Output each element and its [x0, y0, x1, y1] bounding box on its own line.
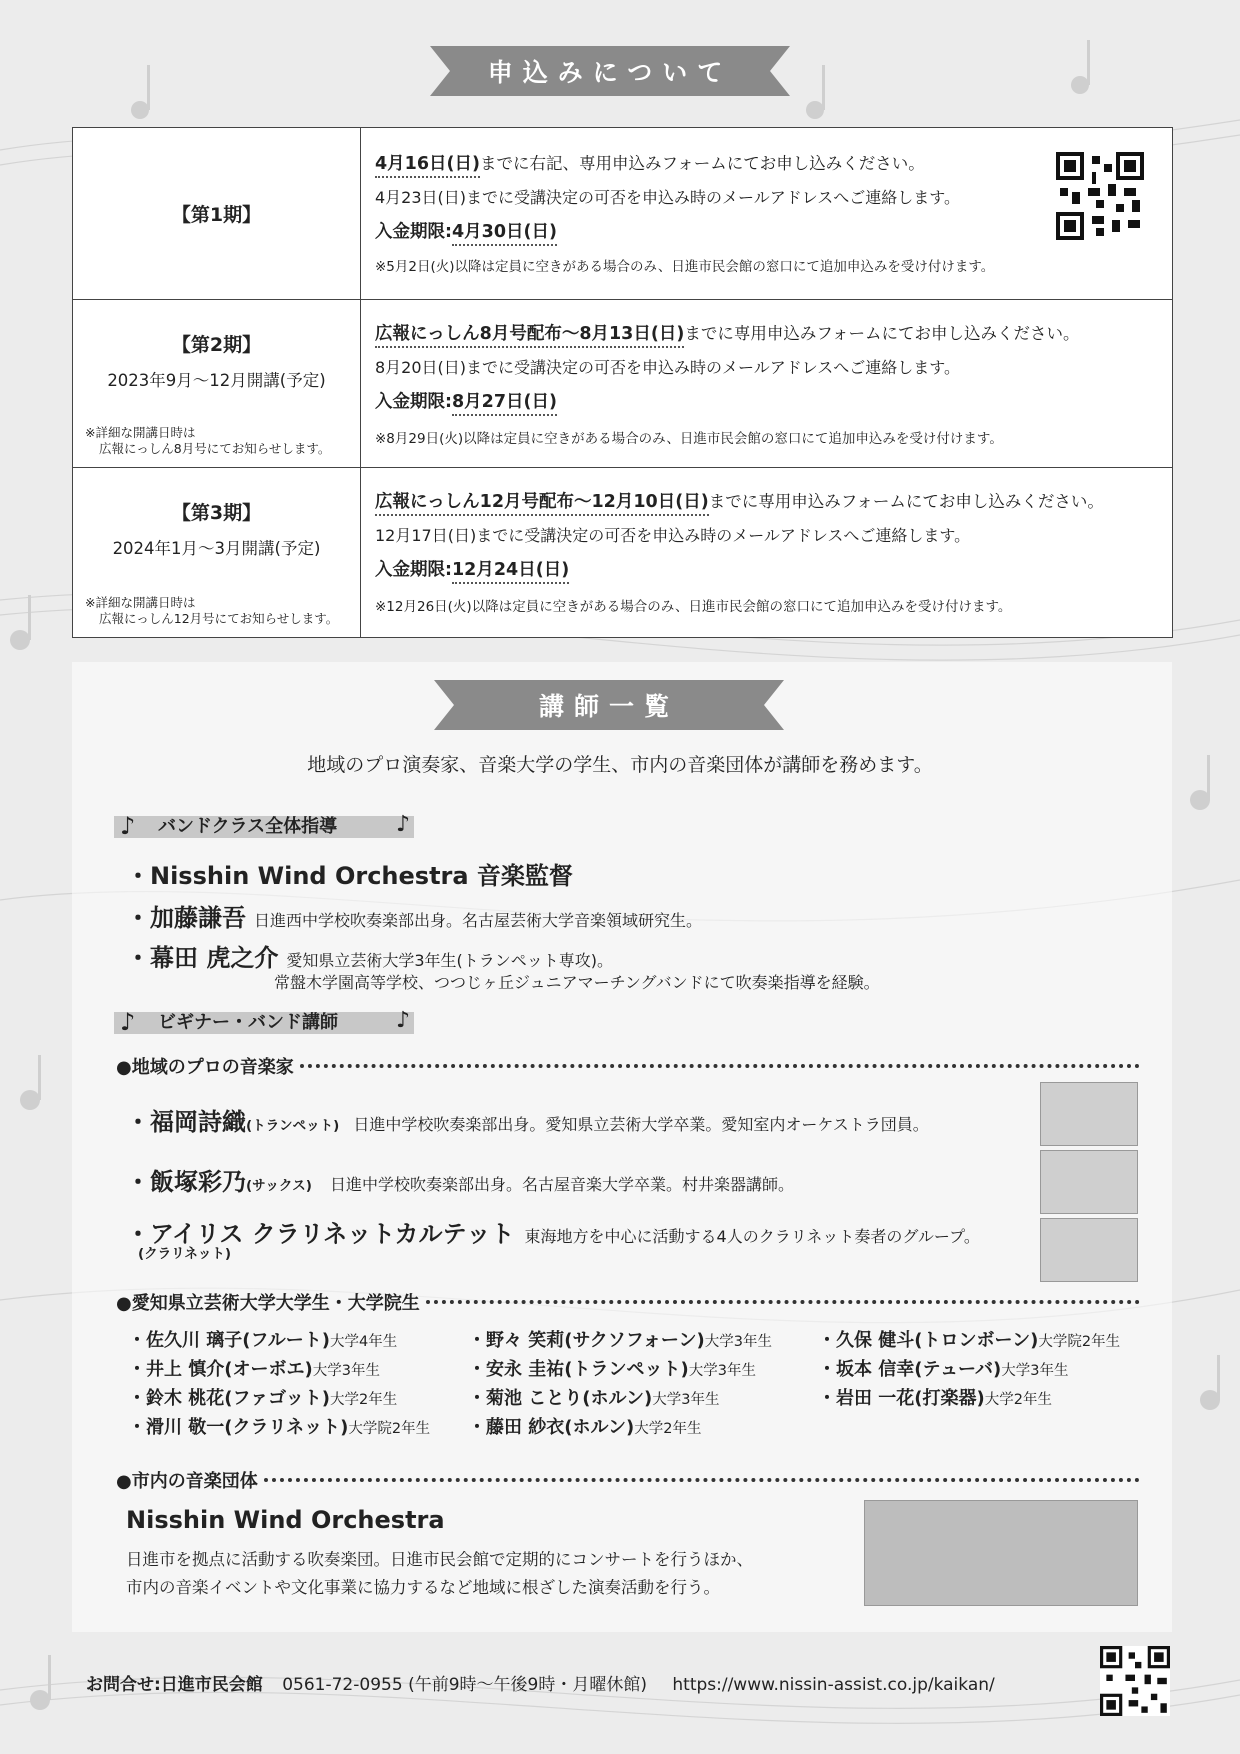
pro-lecturer-3 [126, 1214, 980, 1249]
lecturer-desc: 東海地方を中心に活動する4人のクラリネット奏者のグループ。 [524, 1227, 980, 1246]
band-class-heading-text: バンドクラス全体指導 [158, 816, 338, 837]
qr-code-icon[interactable] [1100, 1646, 1170, 1716]
period-cell [73, 300, 361, 468]
student-entry: ・岩田 一花(打楽器)大学2年生 [818, 1388, 1052, 1409]
lecturer-desc: 日進中学校吹奏楽部出身。名古屋音楽大学卒業。村井楽器講師。 [329, 1175, 794, 1194]
student-entry: ・久保 健斗(トロンボーン)大学院2年生 [818, 1330, 1121, 1351]
student-entry: ・鈴木 桃花(ファゴット)大学2年生 [128, 1388, 398, 1409]
payment-label: 入金期限: [375, 392, 452, 412]
apply-instruction: までに右記、専用申込みフォームにてお申し込みください。 [480, 154, 925, 173]
band-lecturer-3 [126, 938, 613, 973]
apply-instruction: までに専用申込みフォームにてお申し込みください。 [684, 324, 1080, 343]
contact-url[interactable]: https://www.nissin-assist.co.jp/kaikan/ [672, 1675, 995, 1695]
contact-hours: (午前9時～午後9時・月曜休館) [408, 1675, 647, 1695]
notify-line: 4月23日(日)までに受講決定の可否を申込み時のメールアドレスへご連絡します。 [375, 188, 960, 207]
lecturer-desc: 日進中学校吹奏楽部出身。愛知県立芸術大学卒業。愛知室内オーケストラ団員。 [353, 1115, 929, 1134]
apply-instruction: までに専用申込みフォームにてお申し込みください。 [708, 492, 1104, 511]
student-entry: ・坂本 信幸(テューバ)大学3年生 [818, 1359, 1069, 1380]
contact-phone: 0561-72-0955 [282, 1675, 403, 1695]
period-cell [73, 128, 361, 300]
application-banner-title: 申込みについて [487, 58, 733, 87]
payment-date: 12月24日(日) [452, 560, 569, 584]
music-note-icon: ♪ [396, 1008, 411, 1033]
lecturer-banner [434, 680, 784, 730]
pro-lecturer-3-inst: (クラリネット) [138, 1246, 232, 1262]
lecturer-name: ・加藤謙吾 [126, 904, 246, 932]
period-note-2: 広報にっしん12月号にてお知らせします。 [99, 611, 339, 626]
payment-label: 入金期限: [375, 222, 452, 242]
period-dates: 2024年1月～3月開講(予定) [112, 539, 321, 558]
period-row-3 [73, 468, 1173, 638]
period-detail [361, 128, 1173, 300]
group-photo [1040, 1218, 1138, 1282]
period-note-2: 広報にっしん8月号にてお知らせします。 [99, 441, 331, 456]
application-banner [430, 46, 790, 96]
late-application-note: ※12月26日(火)以降は定員に空きがある場合のみ、日進市民会館の窓口にて追加申込みを受け付けます。 [375, 599, 1012, 615]
orchestra-photo [864, 1500, 1138, 1606]
category-students: ●愛知県立芸術大学大学生・大学院生 [116, 1290, 1140, 1314]
lecturer-name: ・幕田 虎之介 [126, 944, 279, 972]
period-cell [73, 468, 361, 638]
period-label: 【第3期】 [171, 502, 262, 524]
student-entry: ・安永 圭祐(トランペット)大学3年生 [468, 1359, 756, 1380]
group-description: 日進市を拠点に活動する吹奏楽団。日進市民会館で定期的にコンサートを行うほか、 市内の音楽イベントや文化事業に協力するなど地域に根ざした演奏活動を行う。 [126, 1550, 753, 1597]
contact-label: お問合せ:日進市民会館 [86, 1675, 263, 1695]
lecturer-banner-title: 講師一覧 [538, 692, 679, 721]
apply-deadline: 4月16日(日) [375, 154, 480, 178]
lecturer-name: ・アイリス クラリネットカルテット [126, 1220, 515, 1248]
payment-date: 4月30日(日) [452, 222, 557, 246]
payment-date: 8月27日(日) [452, 392, 557, 416]
qr-code-icon[interactable] [1056, 152, 1144, 240]
period-row-2 [73, 300, 1173, 468]
music-note-icon: ♪ [120, 1008, 136, 1036]
pro-lecturer-1 [126, 1102, 929, 1137]
lecturer-photo [1040, 1082, 1138, 1146]
lecturer-desc: 日進西中学校吹奏楽部出身。名古屋芸術大学音楽領域研究生。 [254, 911, 703, 930]
student-entry: ・滑川 敬一(クラリネット)大学院2年生 [128, 1417, 431, 1438]
late-application-note: ※5月2日(火)以降は定員に空きがある場合のみ、日進市民会館の窓口にて追加申込みを受け付けます。 [375, 259, 995, 275]
student-entry: ・野々 笑莉(サクソフォーン)大学3年生 [468, 1330, 772, 1351]
category-pro-musicians: ●地域のプロの音楽家 [116, 1054, 1140, 1078]
period-note-1: ※詳細な開講日時は [85, 425, 196, 440]
lecturer-instrument: (トランペット) [246, 1118, 340, 1134]
lecturer-intro: 地域のプロ演奏家、音楽大学の学生、市内の音楽団体が講師を務めます。 [307, 754, 933, 776]
lecturer-photo [1040, 1150, 1138, 1214]
category-groups: ●市内の音楽団体 [116, 1468, 1140, 1492]
band-lecturer-3-desc2: 常盤木学園高等学校、つつじヶ丘ジュニアマーチングバンドにて吹奏楽指導を経験。 [274, 973, 880, 992]
apply-deadline: 広報にっしん8月号配布～8月13日(日) [375, 324, 684, 348]
contact-footer [86, 1670, 995, 1695]
notify-line: 12月17日(日)までに受講決定の可否を申込み時のメールアドレスへご連絡します。 [375, 526, 971, 545]
student-entry: ・藤田 紗衣(ホルン)大学2年生 [468, 1417, 702, 1438]
lecturer-name: ・Nisshin Wind Orchestra 音楽監督 [126, 862, 573, 890]
lecturer-desc: 愛知県立芸術大学3年生(トランペット専攻)。 [286, 951, 614, 970]
lecturer-name: ・飯塚彩乃 [126, 1168, 246, 1196]
music-note-icon: ♪ [396, 812, 411, 837]
application-table [72, 127, 1173, 638]
group-name: Nisshin Wind Orchestra [126, 1506, 445, 1534]
payment-label: 入金期限: [375, 560, 452, 580]
period-detail [361, 468, 1173, 638]
period-row-1 [73, 128, 1173, 300]
band-lecturer-1 [126, 856, 573, 891]
pro-lecturer-2 [126, 1162, 794, 1197]
period-detail [361, 300, 1173, 468]
lecturer-instrument: (サックス) [246, 1178, 312, 1194]
apply-deadline: 広報にっしん12月号配布～12月10日(日) [375, 492, 709, 516]
student-entry: ・井上 慎介(オーボエ)大学3年生 [128, 1359, 380, 1380]
period-note-1: ※詳細な開講日時は [85, 595, 196, 610]
period-label: 【第1期】 [171, 204, 262, 226]
student-entry: ・菊池 ことり(ホルン)大学3年生 [468, 1388, 720, 1409]
student-entry: ・佐久川 璃子(フルート)大学4年生 [128, 1330, 398, 1351]
band-lecturer-2 [126, 898, 702, 933]
band-class-heading [114, 810, 434, 840]
beginner-heading [114, 1006, 434, 1036]
late-application-note: ※8月29日(火)以降は定員に空きがある場合のみ、日進市民会館の窓口にて追加申込みを受け付けます。 [375, 431, 1003, 447]
lecturer-name: ・福岡詩織 [126, 1108, 246, 1136]
music-note-icon: ♪ [120, 812, 136, 840]
notify-line: 8月20日(日)までに受講決定の可否を申込み時のメールアドレスへご連絡します。 [375, 358, 960, 377]
period-label: 【第2期】 [171, 334, 262, 356]
period-dates: 2023年9月～12月開講(予定) [107, 371, 326, 390]
beginner-heading-text: ビギナー・バンド講師 [158, 1012, 338, 1033]
